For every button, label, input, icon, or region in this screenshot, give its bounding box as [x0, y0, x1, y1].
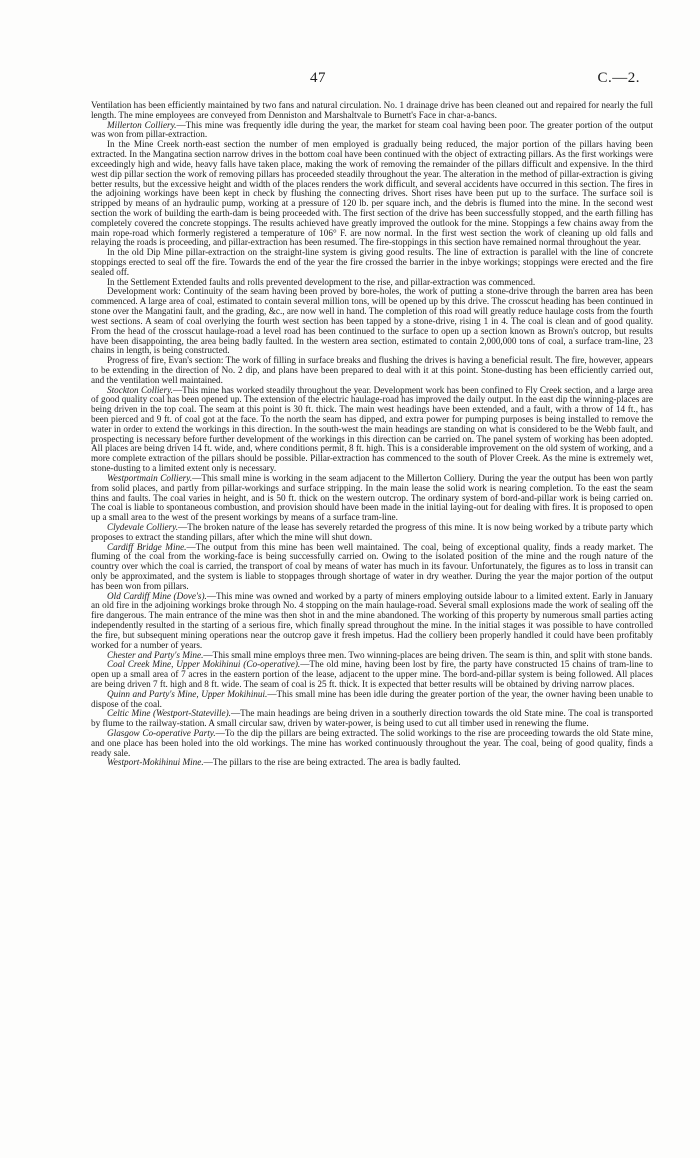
paragraph	[91, 140, 653, 248]
paragraph	[91, 523, 653, 543]
paragraph-text: —The output from this mine has been well maintained. The coal, being of exceptional quality, finds a ready market. The fluming of the coal from the working-face is being successfully carried on. Owing to the isolated position of the mine and the rough nature of the country over which the coal is carried, the transport of coal by means of water has much in its favour. Unfortunately, the figures as to loss in transit can only be approximated, and the system is liable to stoppages through shortage of water in dry weather. During the year the major portion of the output has been won from pillars.	[91, 541, 653, 591]
page-number: 47	[310, 70, 326, 86]
paragraph	[91, 121, 653, 141]
paragraph-text: —This small mine employs three men. Two winning-places are being driven. The seam is thin, and split with stone bands.	[203, 649, 653, 660]
paragraph	[91, 592, 653, 651]
paragraph-text: —This mine has worked steadily throughout the year. Development work has been confined to Fly Creek section, and a large area of good quality coal has been opened up. The extension of the electric haulage-road has improved the daily output. In the east dip the winning-places are being driven in the top coal. The seam at this point is 30 ft. thick. The main west headings have been extended, and a fault, with a throw of 14 ft., has been pierced and 9 ft. of coal got at the face. To the north the seam has dipped, and extra power for pumping purposes is being installed to remove the water in order to extend the workings in this direction. In the south-west the main headings are standing on what is considered to be the Webb fault, and prospecting is necessary before further development of the workings in this direction can be carried on. The panel system of working has been adopted. All places are being driven 14 ft. wide, and, where conditions permit, 8 ft. high. This is a considerable improvement on the old system of working, and a more complete extraction of the pillars should be possible. Pillar-extraction has commenced to the south of Plover Creek. As the mine is extremely wet, stone-dusting to a limited extent only is necessary.	[91, 384, 653, 474]
paragraph-lead: Cardiff Bridge Mine.	[107, 541, 187, 552]
paragraph-lead: Glasgow Co-operative Party.	[107, 728, 216, 738]
paragraph	[91, 386, 653, 474]
paragraph-lead: Chester and Party's Mine.	[107, 649, 204, 660]
paragraph-lead: Stockton Colliery.	[107, 384, 173, 395]
paragraph-text: —This small mine has been idle during the greater portion of the year, the owner having been unable to dispose of the coal.	[91, 688, 653, 709]
document-code: C.—2.	[597, 70, 640, 86]
paragraph	[91, 248, 653, 277]
paragraph-text: Development work: Continuity of the seam having been proved by bore-holes, the work of putting a stone-drive through the barren area has been commenced. A large area of coal, estimated to contain several million tons, will be opened up by this drive. The crosscut heading has been continued in stone over the Mangatini fault, and the grading, &c., are now well in hand. The completion of this road will greatly reduce haulage costs from the fourth west sections. A seam of coal overlying the fourth west section has been tapped by a stone-drive, rising 1 in 4. The coal is clean and of good quality. From the head of the crosscut haulage-road a level road has been continued to the surface to open up a section known as Brown's outcrop, but results have been disappointing, the area being badly faulted. In the western area section, estimated to contain 2,000,000 tons of coal, a surface tram-line, 23 chains in length, is being constructed.	[91, 286, 653, 356]
paragraph-text: —This mine was frequently idle during the year, the market for steam coal having been poor. The greater portion of the output was won from pillar-extraction.	[91, 119, 653, 140]
paragraph-text: In the old Dip Mine pillar-extraction on the straight-line system is giving good results. The line of extraction is parallel with the line of concrete stoppings erected to seal off the fire. Towards the end of the year the fire crossed the barrier in the inbye workings; stoppings were erected and the fire sealed off.	[91, 247, 653, 277]
paragraph-text: In the Settlement Extended faults and rolls prevented development to the rise, and pillar-extraction was commenced.	[107, 276, 536, 287]
paragraph-text: —The main headings are being driven in a southerly direction towards the old State mine. The coal is transported by flume to the railway-station. A small circular saw, driven by water-power, is being used to cut all timber used in renewing the flume.	[91, 708, 653, 729]
paragraph	[91, 543, 653, 592]
paragraph-text: —The pillars to the rise are being extracted. The area is badly faulted.	[203, 757, 461, 768]
paragraph-lead: Coal Creek Mine, Upper Mokihinui (Co-operative).	[107, 659, 301, 670]
paragraph-text: —The old mine, having been lost by fire, the party have constructed 15 chains of tram-line to open up a small area of 7 acres in the eastern portion of the lease, adjacent to the upper mine. The bord-and-pillar system is being followed. All places are being driven 7 ft. high and 8 ft. wide. The seam of coal is 25 ft. thick. It is expected that better results will be obtained by driving narrow places.	[91, 659, 653, 689]
paragraph-lead: Clydevale Colliery.	[107, 521, 179, 532]
paragraph-lead: Westport-Mokihinui Mine.	[107, 757, 204, 768]
paragraph-lead: Millerton Colliery.	[107, 119, 177, 130]
paragraph	[91, 101, 653, 121]
paragraph	[91, 690, 653, 710]
paragraph-lead: Westportmain Colliery.	[107, 472, 193, 483]
paragraph-text: —This mine was owned and worked by a party of miners employing outside labour to a limited extent. Early in January an old fire in the adjoining workings broke through No. 4 stopping on the main haulage-road. Several small explosions made the work of sealing off the fire dangerous. The main entrance of the mine was then shot in and the mine abandoned. The working of this property by numerous small parties acting independently resulted in the starting of a serious fire, which finally spread throughout the mine. In the initial stages it was possible to have controlled the fire, but subsequent mining operations near the outcrop gave it fresh impetus. Had the colliery been properly handled it could have been profitably worked for a number of years.	[91, 590, 653, 650]
paragraph	[91, 758, 653, 768]
page-header	[0, 70, 700, 92]
paragraph-lead: Quinn and Party's Mine, Upper Mokihinui.	[107, 688, 268, 699]
paragraph-text: —To the dip the pillars are being extracted. The solid workings to the rise are proceeding towards the old State mine, and one place has been holed into the old workings. The mine has worked continuously throughout the year. The coal, being of good quality, finds a ready sale.	[91, 728, 653, 758]
paragraph	[91, 474, 653, 523]
paragraph	[91, 287, 653, 356]
paragraph-text: Progress of fire, Evan's section: The work of filling in surface breaks and flushing the drives is having a beneficial result. The fire, however, appears to be extending in the direction of No. 2 dip, and plans have been prepared to deal with it at this point. Stone-dusting has been efficiently carried out, and the ventilation well maintained.	[91, 355, 653, 385]
paragraph	[91, 709, 653, 729]
body-text	[91, 101, 653, 768]
paragraph	[91, 356, 653, 385]
paragraph-lead: Old Cardiff Mine (Dove's).	[107, 590, 207, 601]
paragraph	[91, 729, 653, 758]
paragraph-lead: Celtic Mine (Westport-Stateville).	[107, 708, 231, 719]
paragraph	[91, 660, 653, 689]
paragraph-text: —The broken nature of the lease has severely retarded the progress of this mine. It is now being worked by a tribute party which proposes to extract the standing pillars, after which the mine will shut down.	[91, 521, 653, 542]
paragraph-text: —This small mine is working in the seam adjacent to the Millerton Colliery. During the year the output has been won partly from solid places, and partly from pillar-workings and surface stripping. In the main lease the solid work is nearing completion. To the east the seam thins and faults. The coal varies in height, and is 50 ft. thick on the western outcrop. The ordinary system of bord-and-pillar work is being carried on. The coal is liable to spontaneous combustion, and provision should have been made in the initial laying-out for dealing with fires. It is proposed to open up a small area to the west of the present workings by means of a surface tram-line.	[91, 472, 653, 523]
paragraph-text: In the Mine Creek north-east section the number of men employed is gradually being reduced, the major portion of the pillars having been extracted. In the Mangatina section narrow drives in the bottom coal have been continued with the object of extracting pillars. As the first workings were exceedingly high and wide, heavy falls have taken place, making the work of removing the remainder of the pillars difficult and expensive. In the third west dip pillar section the work of removing pillars has proceeded steadily throughout the year. The alteration in the method of pillar-extraction is giving better results, but the excessive height and width of the places renders the work difficult, and several accidents have occurred in this section. The fires in the adjoining workings have been kept in check by flushing the connecting drives. Short rises have been put up to the surface. The surface soil is stripped by means of an hydraulic pump, working at a pressure of 120 lb. per square inch, and the debris is flumed into the mine. In the second west section the work of building the earth-dam is being proceeded with. The first section of the drive has been successfully stopped, and the earth filling has completely covered the concrete stoppings. The results achieved have greatly improved the outlook for the mine. Stoppings a few chains away from the main rope-road which formerly registered a temperature of 106° F. are now normal. In the first west section the work of cleaning up old falls and relaying the roads is proceeding, and pillar-extraction has been resumed. The fire-stoppings in this section have remained normal throughout the year.	[91, 139, 653, 248]
paragraph-text: Ventilation has been efficiently maintained by two fans and natural circulation. No. 1 drainage drive has been cleaned out and repaired for nearly the full length. The mine employees are conveyed from Denniston and Marshaltvale to Burnett's Face in char-a-bancs.	[91, 100, 653, 120]
